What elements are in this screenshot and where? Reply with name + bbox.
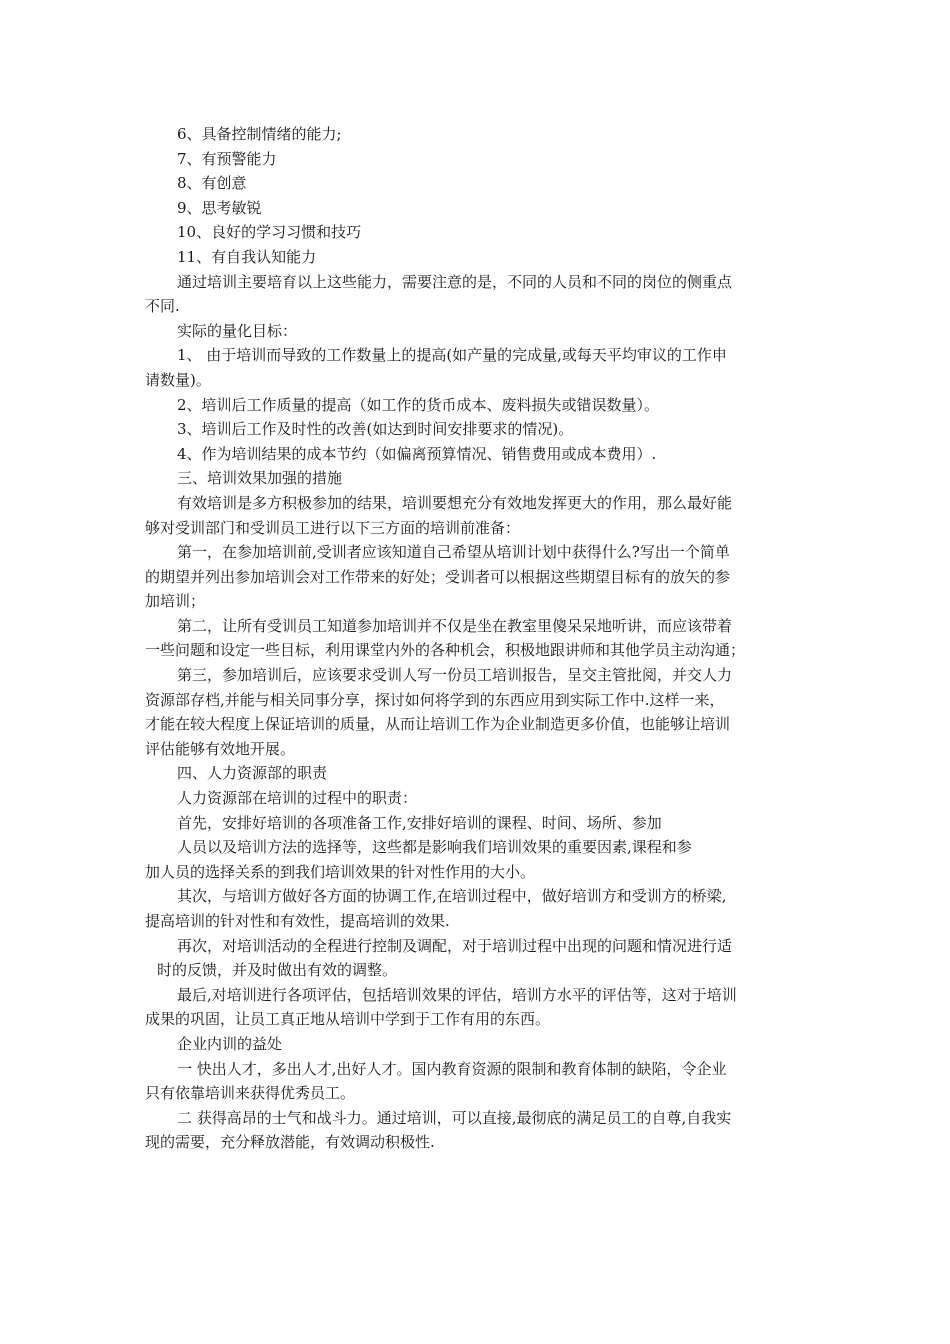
text-line: 一些问题和设定一些目标，利用课堂内外的各种机会，积极地跟讲师和其他学员主动沟通；	[145, 641, 746, 660]
text-line: 三、培训效果加强的措施	[177, 469, 343, 488]
text-line: 再次，对培训活动的全程进行控制及调配，对于培训过程中出现的问题和情况进行适	[177, 936, 733, 955]
text-line: 人力资源部在培训的过程中的职责：	[177, 789, 418, 808]
text-line: 首先，安排好培训的各项准备工作,安排好培训的课程、时间、场所、参加	[177, 813, 662, 832]
text-line: 2、培训后工作质量的提高（如工作的货币成本、废料损失或错误数量）。	[177, 395, 660, 414]
text-line: 够对受训部门和受训员工进行以下三方面的培训前准备：	[145, 518, 521, 537]
text-line: 时的反馈，并及时做出有效的调整。	[157, 961, 398, 980]
text-line: 加培训；	[145, 592, 206, 611]
text-line: 最后,对培训进行各项评估，包括培训效果的评估，培训方水平的评估等，这对于培训	[177, 985, 737, 1004]
text-line: 提高培训的针对性和有效性，提高培训的效果.	[145, 912, 450, 930]
text-line: 请数量)。	[145, 370, 211, 389]
text-line: 不同.	[145, 297, 180, 316]
text-line: 通过培训主要培育以上这些能力，需要注意的是，不同的人员和不同的岗位的侧重点	[177, 272, 733, 291]
text-line: 加人员的选择关系的到我们培训效果的针对性作用的大小。	[145, 862, 536, 881]
text-line: 评估能够有效地开展。	[145, 739, 296, 758]
text-line: 实际的量化目标：	[177, 321, 298, 340]
text-line: 第二，让所有受训员工知道参加培训并不仅是坐在教室里傻呆呆地听讲，而应该带着	[177, 616, 733, 635]
text-line: 7、有预警能力	[177, 149, 277, 168]
text-line: 1、 由于培训而导致的工作数量上的提高(如产量的完成量,或每天平均审议的工作申	[177, 346, 727, 365]
text-line: 10、良好的学习习惯和技巧	[177, 223, 362, 242]
text-line: 四、人力资源部的职责	[177, 764, 328, 783]
text-line: 人员以及培训方法的选择等，这些都是影响我们培训效果的重要因素,课程和参	[177, 838, 692, 857]
text-line: 成果的巩固，让员工真正地从培训中学到于工作有用的东西。	[145, 1010, 551, 1029]
document-body	[145, 122, 805, 1155]
text-line: 8、有创意	[177, 174, 247, 193]
text-line: 一 快出人才，多出人才,出好人才。国内教育资源的限制和教育体制的缺陷，令企业	[177, 1059, 727, 1078]
text-line: 只有依靠培训来获得优秀员工。	[145, 1084, 356, 1103]
text-line: 第三，参加培训后，应该要求受训人写一份员工培训报告，呈交主管批阅，并交人力	[177, 666, 733, 685]
text-line: 6、具备控制情绪的能力;	[177, 125, 342, 143]
text-line: 11、有自我认知能力	[177, 247, 317, 266]
text-line: 4、作为培训结果的成本节约（如偏离预算情况、销售费用或成本费用）.	[177, 444, 657, 463]
text-line: 资源部存档,并能与相关同事分享，探讨如何将学到的东西应用到实际工作中.这样一来，	[145, 690, 725, 709]
text-line: 二 获得高昂的士气和战斗力。通过培训，可以直接,最彻底的满足员工的自尊,自我实	[177, 1108, 732, 1127]
text-line: 企业内训的益处	[177, 1034, 283, 1053]
text-line: 3、培训后工作及时性的改善(如达到时间安排要求的情况)。	[177, 420, 574, 439]
text-line: 其次，与培训方做好各方面的协调工作,在培训过程中，做好培训方和受训方的桥梁,	[177, 887, 727, 906]
text-line: 有效培训是多方积极参加的结果，培训要想充分有效地发挥更大的作用，那么最好能	[177, 493, 733, 512]
text-line: 的期望并列出参加培训会对工作带来的好处；受训者可以根据这些期望目标有的放矢的参	[145, 567, 731, 586]
text-line: 第一，在参加培训前,受训者应该知道自己希望从培训计划中获得什么?写出一个简单	[177, 543, 730, 562]
text-line: 才能在较大程度上保证培训的质量，从而让培训工作为企业制造更多价值，也能够让培训	[145, 715, 731, 734]
text-line: 现的需要，充分释放潜能，有效调动积极性.	[145, 1133, 435, 1152]
text-line: 9、思考敏锐	[177, 198, 262, 217]
